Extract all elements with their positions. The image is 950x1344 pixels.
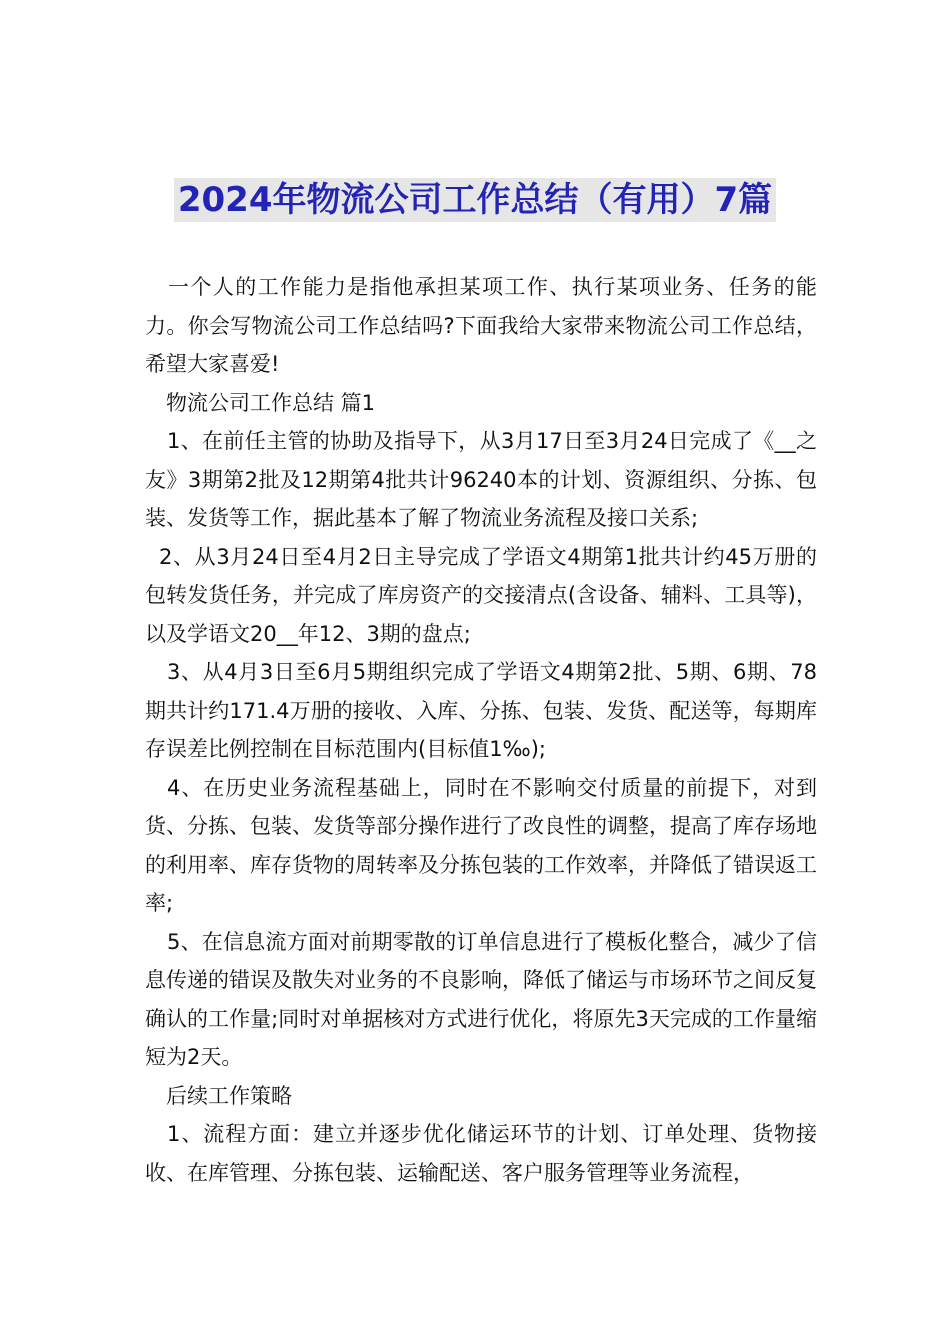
title-container	[0, 178, 950, 222]
list-item-1: 1、在前任主管的协助及指导下，从3月17日至3月24日完成了《__之友》3期第2批及12期第4批共计96240本的计划、资源组织、分拣、包装、发货等工作，据此基本了解了物流业务流程及接口关系;	[145, 429, 817, 530]
list-item-5: 5、在信息流方面对前期零散的订单信息进行了模板化整合，减少了信息传递的错误及散失对业务的不良影响，降低了储运与市场环节之间反复确认的工作量;同时对单据核对方式进行优化，将原先3天完成的工作量缩短为2天。	[145, 929, 817, 1069]
section-heading-1: 物流公司工作总结 篇1	[166, 390, 376, 415]
section-heading-2: 后续工作策略	[166, 1083, 292, 1108]
list-item-3: 3、从4月3日至6月5期组织完成了学语文4期第2批、5期、6期、78期共计约171.4万册的接收、入库、分拣、包装、发货、配送等，每期库存误差比例控制在目标范围内(目标值1‰);	[145, 660, 817, 761]
intro-paragraph: 一个人的工作能力是指他承担某项工作、执行某项业务、任务的能力。你会写物流公司工作总结吗?下面我给大家带来物流公司工作总结，希望大家喜爱!	[145, 275, 817, 376]
list-item-4: 4、在历史业务流程基础上，同时在不影响交付质量的前提下，对到货、分拣、包装、发货等部分操作进行了改良性的调整，提高了库存场地的利用率、库存货物的周转率及分拣包装的工作效率，并降低了错误返工率;	[145, 775, 817, 915]
list-item-2: 2、从3月24日至4月2日主导完成了学语文4期第1批共计约45万册的包转发货任务，并完成了库房资产的交接清点(含设备、辅料、工具等)，以及学语文20__年12、3期的盘点;	[145, 544, 817, 646]
document-body	[145, 268, 817, 1192]
list-item-6: 1、流程方面：建立并逐步优化储运环节的计划、订单处理、货物接收、在库管理、分拣包装、运输配送、客户服务管理等业务流程，	[145, 1122, 817, 1185]
document-title: 2024年物流公司工作总结（有用）7篇	[174, 178, 776, 222]
